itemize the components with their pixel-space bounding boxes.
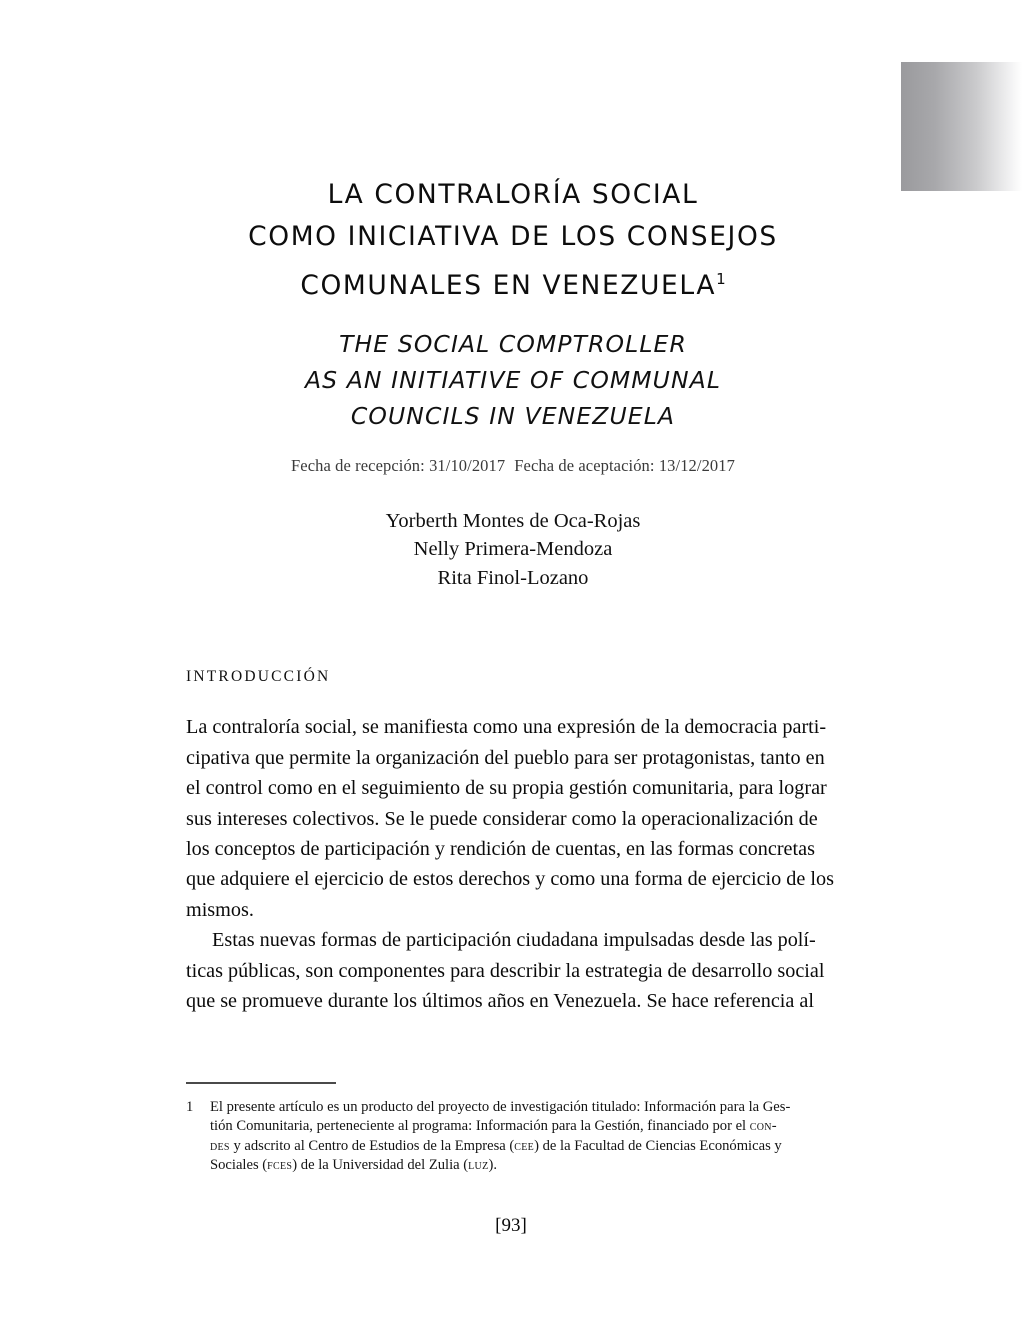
subtitle-line-3: COUNCILS IN VENEZUELA	[350, 401, 676, 430]
paragraph-1-line-1: La contraloría social, se manifiesta como una expresión de la democracia parti-	[186, 716, 827, 739]
acceptance-date: Fecha de aceptación: 13/12/2017	[514, 455, 735, 475]
paragraph-2-line-2: ticas públicas, son componentes para describir la estrategia de desarrollo social	[186, 959, 825, 982]
acronym-fces: fces	[267, 1157, 293, 1174]
paragraph-1-line-7: mismos.	[186, 898, 254, 921]
page-number: [93]	[495, 1215, 527, 1236]
paragraph-1-line-2: cipativa que permite la organización del pueblo para ser protagonistas, tanto en	[186, 746, 825, 769]
page-content	[186, 0, 840, 1016]
author-2: Nelly Primera-Mendoza	[413, 538, 613, 561]
subtitle-line-2: AS AN INITIATIVE OF COMMUNAL	[304, 365, 722, 394]
corner-gradient-decoration	[901, 62, 1022, 191]
title-line-1: LA CONTRALORÍA SOCIAL	[327, 179, 699, 210]
subtitle-line-1: THE SOCIAL COMPTROLLER	[339, 329, 687, 358]
footnote-line-4-text-c: ).	[488, 1157, 497, 1174]
footnote-number: 1	[186, 1098, 194, 1115]
paragraph-2-line-1: Estas nuevas formas de participación ciudadana impulsadas desde las polí-	[212, 929, 816, 952]
footnote-separator-rule	[186, 1082, 336, 1084]
author-list	[186, 507, 840, 593]
paragraph-1-line-3: el control como en el seguimiento de su propia gestión comunitaria, para lograr	[186, 777, 827, 800]
introduction-body	[186, 712, 840, 1016]
paragraph-2-line-3: que se promueve durante los últimos años en Venezuela. Se hace referencia al	[186, 989, 814, 1012]
acronym-cee: cee	[514, 1137, 535, 1154]
reception-date: Fecha de recepción: 31/10/2017	[291, 455, 506, 475]
footnote-block	[186, 1082, 846, 1176]
article-title	[186, 0, 840, 307]
footnote-line-4-text-a: Sociales (	[210, 1157, 268, 1174]
title-line-3-text: COMUNALES EN VENEZUELA	[300, 269, 717, 301]
footnote-line-3	[210, 1137, 846, 1157]
acronym-luz: luz	[468, 1157, 489, 1174]
paragraph-1-line-4: sus intereses colectivos. Se le puede considerar como la operacionalización de	[186, 807, 818, 830]
acronym-condes-part1: con-	[749, 1118, 777, 1135]
author-3: Rita Finol-Lozano	[437, 566, 589, 589]
section-heading-introduccion: INTRODUCCIÓN	[186, 668, 331, 686]
footnote-text	[186, 1098, 846, 1176]
title-line-3	[186, 258, 840, 307]
submission-dates	[186, 456, 840, 476]
article-subtitle-english	[186, 326, 840, 434]
title-footnote-marker: 1	[716, 270, 726, 288]
footnote-line-2	[210, 1117, 846, 1137]
footnote-line-3-text-b: ) de la Facultad de Ciencias Económicas y	[534, 1137, 782, 1154]
footnote-line-1: El presente artículo es un producto del proyecto de investigación titulado: Información para la Ges-	[210, 1098, 791, 1115]
title-line-2: COMO INICIATIVA DE LOS CONSEJOS	[248, 221, 778, 252]
author-1: Yorberth Montes de Oca-Rojas	[385, 509, 641, 532]
footnote-line-2-text: tión Comunitaria, perteneciente al programa: Información para la Gestión, financiado por el	[210, 1118, 750, 1135]
paragraph-1-line-6: que adquiere el ejercicio de estos derechos y como una forma de ejercicio de los	[186, 868, 834, 891]
paragraph-1-line-5: los conceptos de participación y rendición de cuentas, en las formas concretas	[186, 837, 815, 860]
footnote-line-4	[210, 1156, 846, 1176]
footnote-line-4-text-b: ) de la Universidad del Zulia (	[292, 1157, 469, 1174]
acronym-condes-part2: des	[210, 1137, 230, 1154]
footnote-line-3-text-a: y adscrito al Centro de Estudios de la Empresa (	[229, 1137, 515, 1154]
